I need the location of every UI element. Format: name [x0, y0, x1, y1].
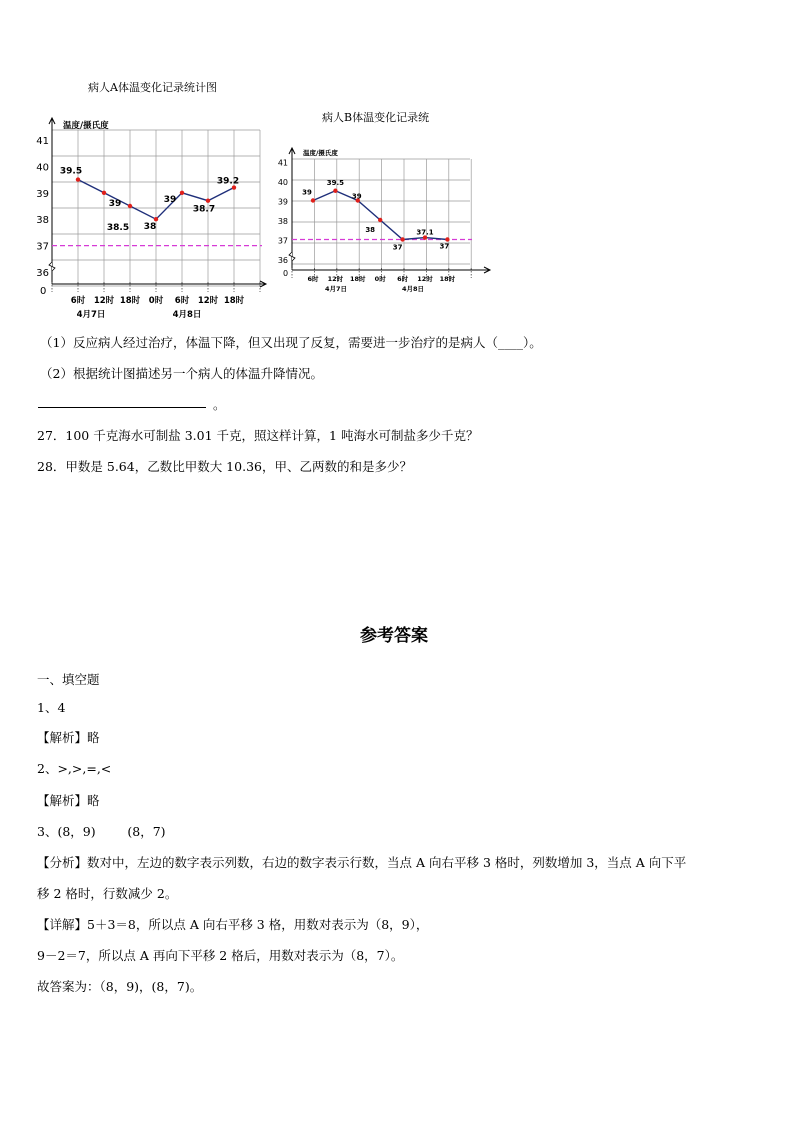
- chart-a-y-tick-label: 36: [36, 268, 49, 279]
- chart-a-x-tick-label: 12时: [197, 296, 219, 306]
- chart-b-x-tick-label: 6时: [307, 275, 319, 283]
- chart-a-data-label: 39.5: [59, 166, 83, 177]
- chart-a-x-tick-label: 0时: [148, 296, 164, 306]
- chart-a-data-label: 39: [163, 194, 177, 205]
- chart-a-date-label: 4月8日: [172, 310, 202, 320]
- chart-b-date-label: 4月8日: [401, 285, 425, 293]
- answer-1: 1、4: [37, 700, 66, 715]
- chart-b-svg: [0, 0, 794, 330]
- chart-b-data-label: 37.1: [416, 228, 434, 237]
- answer-3-conclusion: 故答案为：（8，9)，(8，7)。: [37, 979, 203, 994]
- chart-a-y-tick-label: 41: [36, 136, 49, 147]
- answer-1-analysis: 【解析】略: [37, 730, 100, 745]
- chart-a-y-tick-label: 37: [36, 241, 49, 253]
- chart-b-data-label: 38: [365, 226, 376, 234]
- answer-2-analysis: 【解析】略: [37, 793, 100, 808]
- chart-a-y-axis-label: 温度/摄氏度: [63, 121, 109, 131]
- chart-a-y-tick-label: 38: [36, 215, 49, 227]
- answer-3: 3、(8，9) (8，7): [37, 824, 166, 839]
- chart-b-data-label: 37: [392, 243, 403, 252]
- chart-b-date-label: 4月7日: [324, 285, 348, 293]
- answer-blank-line[interactable]: [38, 393, 206, 408]
- chart-b-data-label: 39: [302, 188, 312, 197]
- chart-a-x-tick-label: 6时: [70, 296, 86, 306]
- chart-a-data-label: 38.7: [192, 204, 216, 215]
- question-27: 27．100 千克海水可制盐 3.01 千克，照这样计算，1 吨海水可制盐多少千克？: [37, 428, 479, 443]
- question-2: （2）根据统计图描述另一个病人的体温升降情况。: [40, 366, 323, 381]
- chart-b-data-label: 39: [351, 192, 362, 201]
- answer-3-analysis-line1: 【分析】数对中，左边的数字表示列数，右边的数字表示行数，当点 A 向右平移 3 格时，列数增加 3，当点 A 向下平: [37, 855, 687, 870]
- chart-b-data-point: [378, 218, 382, 222]
- chart-b-y-tick-label: 37: [277, 236, 288, 246]
- chart-b-axis-break: [289, 252, 295, 261]
- chart-a-origin-label: 0: [40, 286, 47, 297]
- question-2-period: 。: [213, 397, 226, 412]
- chart-b-origin-label: 0: [283, 269, 289, 278]
- chart-b-x-tick-label: 12时: [327, 275, 344, 283]
- answer-3-detail-line1: 【详解】5＋3＝8，所以点 A 向右平移 3 格，用数对表示为（8，9），: [37, 917, 429, 932]
- chart-b-y-tick-label: 39: [277, 197, 288, 207]
- chart-b-x-tick-label: 18时: [350, 275, 366, 283]
- chart-b-title: 病人B体温变化记录统: [322, 111, 430, 124]
- chart-b-x-tick-label: 0时: [374, 275, 386, 283]
- chart-b-data-point: [445, 237, 449, 241]
- chart-a-x-tick-label: 12时: [93, 296, 115, 306]
- chart-b-y-tick-label: 38: [277, 217, 288, 226]
- chart-a-y-tick-label: 39: [36, 188, 49, 200]
- chart-a-x-tick-label: 6时: [174, 296, 190, 306]
- question-28: 28．甲数是 5.64，乙数比甲数大 10.36，甲、乙两数的和是多少？: [37, 459, 412, 474]
- chart-a-y-tick-label: 40: [36, 162, 49, 174]
- answer-3-analysis-line2: 移 2 格时，行数减少 2。: [37, 886, 178, 901]
- chart-a-data-label: 38.5: [106, 223, 130, 233]
- chart-b-x-tick-label: 6时: [397, 275, 409, 283]
- chart-a-data-label: 39.2: [216, 176, 240, 187]
- chart-b-x-tick-label: 18时: [439, 275, 456, 283]
- chart-b-data-label: 37: [439, 242, 450, 251]
- section-title: 一、填空题: [37, 672, 100, 687]
- answer-2: 2、>,>,=,<: [37, 761, 112, 776]
- chart-a-x-tick-label: 18时: [119, 296, 141, 306]
- answers-heading: 参考答案: [360, 626, 428, 646]
- question-1: （1）反应病人经过治疗，体温下降，但又出现了反复，需要进一步治疗的是病人（____）。: [40, 335, 542, 350]
- chart-b-data-label: 39.5: [326, 178, 345, 187]
- chart-b-y-axis-label: 温度/摄氏度: [303, 149, 338, 157]
- chart-b-data-point: [333, 189, 337, 193]
- chart-a-title: 病人A体温变化记录统计图: [88, 81, 217, 94]
- chart-b-data-point: [400, 237, 404, 241]
- chart-b-y-tick-label: 36: [277, 256, 288, 265]
- chart-a-date-label: 4月7日: [76, 310, 106, 320]
- chart-a-data-label: 39: [108, 198, 122, 209]
- chart-b-y-tick-label: 41: [277, 158, 288, 168]
- chart-a-data-label: 38: [143, 222, 157, 233]
- answer-3-detail-line2: 9－2＝7，所以点 A 再向下平移 2 格后，用数对表示为（8，7）。: [37, 948, 404, 963]
- chart-a-x-tick-label: 18时: [223, 296, 245, 306]
- chart-b-y-tick-label: 40: [277, 178, 288, 187]
- chart-b-x-tick-label: 12时: [417, 275, 433, 283]
- chart-b-data-point: [311, 198, 315, 202]
